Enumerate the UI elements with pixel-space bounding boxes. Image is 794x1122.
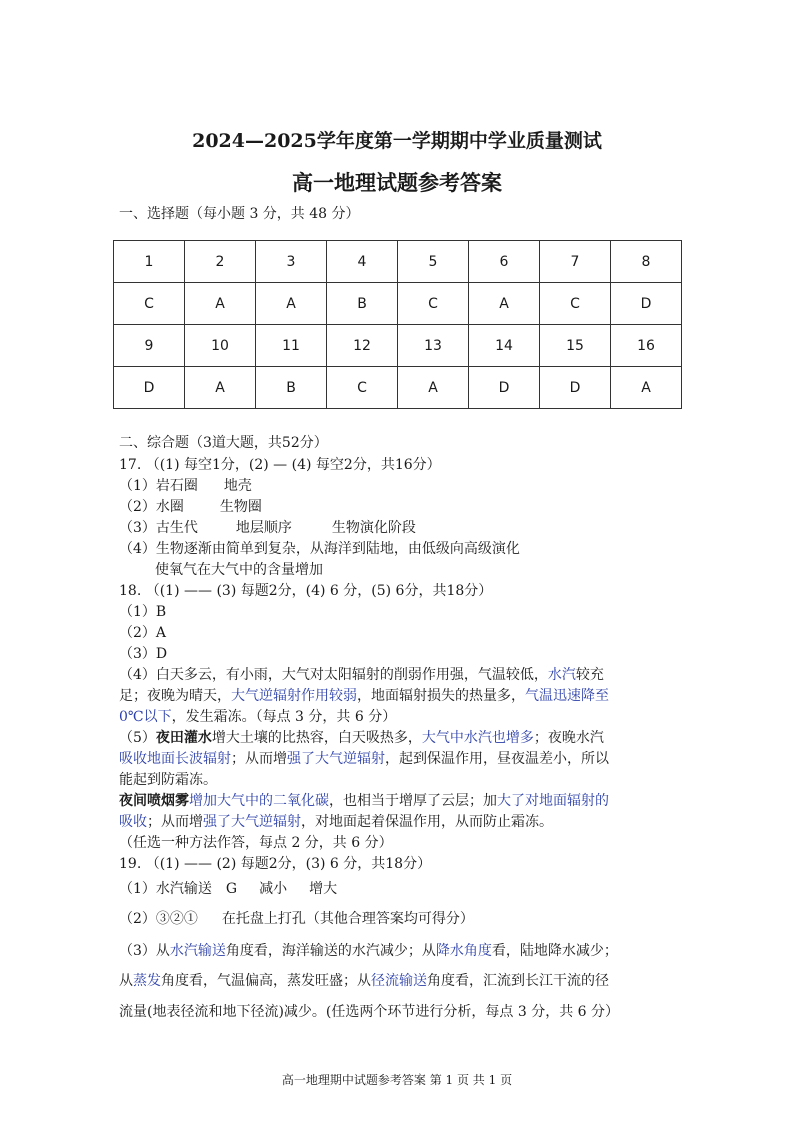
table-cell: 4 xyxy=(327,241,398,283)
table-cell: 15 xyxy=(540,325,611,367)
table-cell: 11 xyxy=(256,325,327,367)
q18-answer-5-line3: 能起到防霜冻。 xyxy=(119,772,217,788)
text: （2）水圈 xyxy=(119,499,184,515)
q17-answer-3 xyxy=(119,517,416,537)
bold-term: 夜间喷烟雾 xyxy=(119,793,189,809)
q18-answer-4-line3 xyxy=(119,706,396,726)
text: 较充 xyxy=(575,667,604,683)
table-cell: 1 xyxy=(114,241,185,283)
title-line-2: 高一地理试题参考答案 xyxy=(292,170,502,195)
bold-term: 夜田灌水 xyxy=(155,730,212,746)
highlight: 强了大气逆辐射 xyxy=(287,751,385,767)
q19-answer-2 xyxy=(119,908,474,928)
table-cell: B xyxy=(327,283,398,325)
text: （3）从 xyxy=(119,943,170,959)
q19-answer-3-line2 xyxy=(119,970,609,990)
table-cell: C xyxy=(327,367,398,409)
text: 足；夜晚为晴天， xyxy=(119,688,231,704)
text: （4）白天多云，有小雨，大气对太阳辐射的削弱作用强，气温较低， xyxy=(119,667,548,683)
table-cell: 5 xyxy=(398,241,469,283)
q17-answer-2 xyxy=(119,496,262,516)
table-cell: 13 xyxy=(398,325,469,367)
q18-answer-5-line4 xyxy=(119,790,609,810)
q18-answer-3: （3）D xyxy=(119,646,168,662)
table-cell: 2 xyxy=(185,241,256,283)
q18-answer-2: （2）A xyxy=(119,625,167,641)
text: ；从而增 xyxy=(231,751,287,767)
highlight: 强了大气逆辐射 xyxy=(203,814,301,830)
text: 看，陆地降水减少； xyxy=(491,943,618,959)
text: 减小 xyxy=(259,881,288,897)
q18-answer-5-note: （任选一种方法作答，每点 2 分，共 6 分） xyxy=(119,835,393,851)
text: （3）古生代 xyxy=(119,520,198,536)
text: （1）水汽输送 xyxy=(119,881,212,897)
text: ，发生霜冻。（每点 3 分，共 6 分） xyxy=(171,709,397,725)
table-cell: C xyxy=(114,283,185,325)
text: （2）③②① xyxy=(119,911,198,927)
q18-answer-4-line2 xyxy=(119,685,609,705)
answer-table xyxy=(113,240,682,409)
table-cell: D xyxy=(540,367,611,409)
q19-header: 19. （(1) —— (2) 每题2分，(3) 6 分，共18分） xyxy=(119,856,432,872)
text: ，地面辐射损失的热量多， xyxy=(357,688,525,704)
highlight: 大了对地面辐射的 xyxy=(497,793,609,809)
table-cell: A xyxy=(398,367,469,409)
text: 增大 xyxy=(309,881,338,897)
highlight: 大气逆辐射作用较弱 xyxy=(231,688,357,704)
highlight: 增加大气中的二氧化碳 xyxy=(189,793,329,809)
table-cell: 6 xyxy=(469,241,540,283)
text: 角度看，气温偏高，蒸发旺盛；从 xyxy=(161,973,371,989)
text: （5） xyxy=(119,730,156,746)
table-cell: B xyxy=(256,367,327,409)
highlight: 吸收 xyxy=(119,814,147,830)
table-cell: 12 xyxy=(327,325,398,367)
text: （1）岩石圈 xyxy=(119,478,198,494)
q18-answer-5-line5 xyxy=(119,811,553,831)
highlight: 降水角度 xyxy=(435,943,492,959)
q19-answer-3-line3: 流量(地表径流和地下径流)减少。(任选两个环节进行分析，每点 3 分，共 6 分） xyxy=(119,1004,619,1020)
text: G xyxy=(225,881,238,897)
q19-answer-3-line1 xyxy=(119,940,618,960)
q17-answer-4a: （4）生物逐渐由简单到复杂，从海洋到陆地，由低级向高级演化 xyxy=(119,541,520,557)
text: 生物圈 xyxy=(219,499,262,515)
table-cell: D xyxy=(469,367,540,409)
text: ；从而增 xyxy=(147,814,203,830)
q18-header: 18. （(1) —— (3) 每题2分，(4) 6 分，(5) 6分，共18分） xyxy=(119,583,493,599)
text: 增大土壤的比热容，白天吸热多， xyxy=(211,730,422,746)
q18-answer-5-line2 xyxy=(119,748,609,768)
table-cell: 3 xyxy=(256,241,327,283)
text: ，对地面起着保温作用，从而防止霜冻。 xyxy=(301,814,553,830)
text: ，起到保温作用，昼夜温差小，所以 xyxy=(385,751,609,767)
text: 生物演化阶段 xyxy=(331,520,416,536)
highlight: 大气中水汽也增多 xyxy=(421,730,534,746)
table-row xyxy=(114,367,682,409)
table-cell: A xyxy=(256,283,327,325)
table-cell: 16 xyxy=(611,325,682,367)
highlight: 0℃以下 xyxy=(119,709,172,725)
table-cell: C xyxy=(398,283,469,325)
text: 在托盘上打孔（其他合理答案均可得分） xyxy=(221,911,474,927)
q18-answer-5-line1 xyxy=(119,727,604,747)
highlight: 径流输送 xyxy=(371,973,427,989)
highlight: 水汽输送 xyxy=(169,943,226,959)
q19-answer-1 xyxy=(119,878,337,898)
table-cell: D xyxy=(611,283,682,325)
text: ，也相当于增厚了云层；加 xyxy=(329,793,497,809)
text: 角度看，汇流到长江干流的径 xyxy=(427,973,609,989)
text: ；夜晚水汽 xyxy=(533,730,604,746)
text: 角度看，海洋输送的水汽减少；从 xyxy=(225,943,436,959)
q18-answer-1: （1）B xyxy=(119,604,167,620)
q18-answer-4-line1 xyxy=(119,664,604,684)
table-cell: 9 xyxy=(114,325,185,367)
highlight: 气温迅速降至 xyxy=(525,688,609,704)
text: 地层顺序 xyxy=(235,520,292,536)
section1-heading: 一、选择题（每小题 3 分，共 48 分） xyxy=(119,206,360,222)
table-cell: A xyxy=(469,283,540,325)
table-cell: A xyxy=(611,367,682,409)
text: 地壳 xyxy=(223,478,252,494)
table-cell: 14 xyxy=(469,325,540,367)
text: 从 xyxy=(119,973,133,989)
table-cell: 10 xyxy=(185,325,256,367)
table-row xyxy=(114,283,682,325)
table-cell: A xyxy=(185,367,256,409)
table-row xyxy=(114,241,682,283)
q17-answer-4b: 使氧气在大气中的含量增加 xyxy=(155,562,323,578)
q17-header: 17. （(1) 每空1分，(2) — (4) 每空2分，共16分） xyxy=(119,457,441,473)
title-line-1: 2024—2025学年度第一学期期中学业质量测试 xyxy=(192,130,602,152)
table-cell: 7 xyxy=(540,241,611,283)
highlight: 水汽 xyxy=(547,667,576,683)
table-row xyxy=(114,325,682,367)
highlight: 吸收地面长波辐射 xyxy=(119,751,231,767)
q17-answer-1 xyxy=(119,475,252,495)
section2-heading: 二、综合题（3道大题，共52分） xyxy=(119,435,328,451)
table-cell: D xyxy=(114,367,185,409)
table-cell: C xyxy=(540,283,611,325)
page-footer: 高一地理期中试题参考答案 第 1 页 共 1 页 xyxy=(281,1073,513,1087)
table-cell: 8 xyxy=(611,241,682,283)
table-cell: A xyxy=(185,283,256,325)
highlight: 蒸发 xyxy=(133,973,161,989)
